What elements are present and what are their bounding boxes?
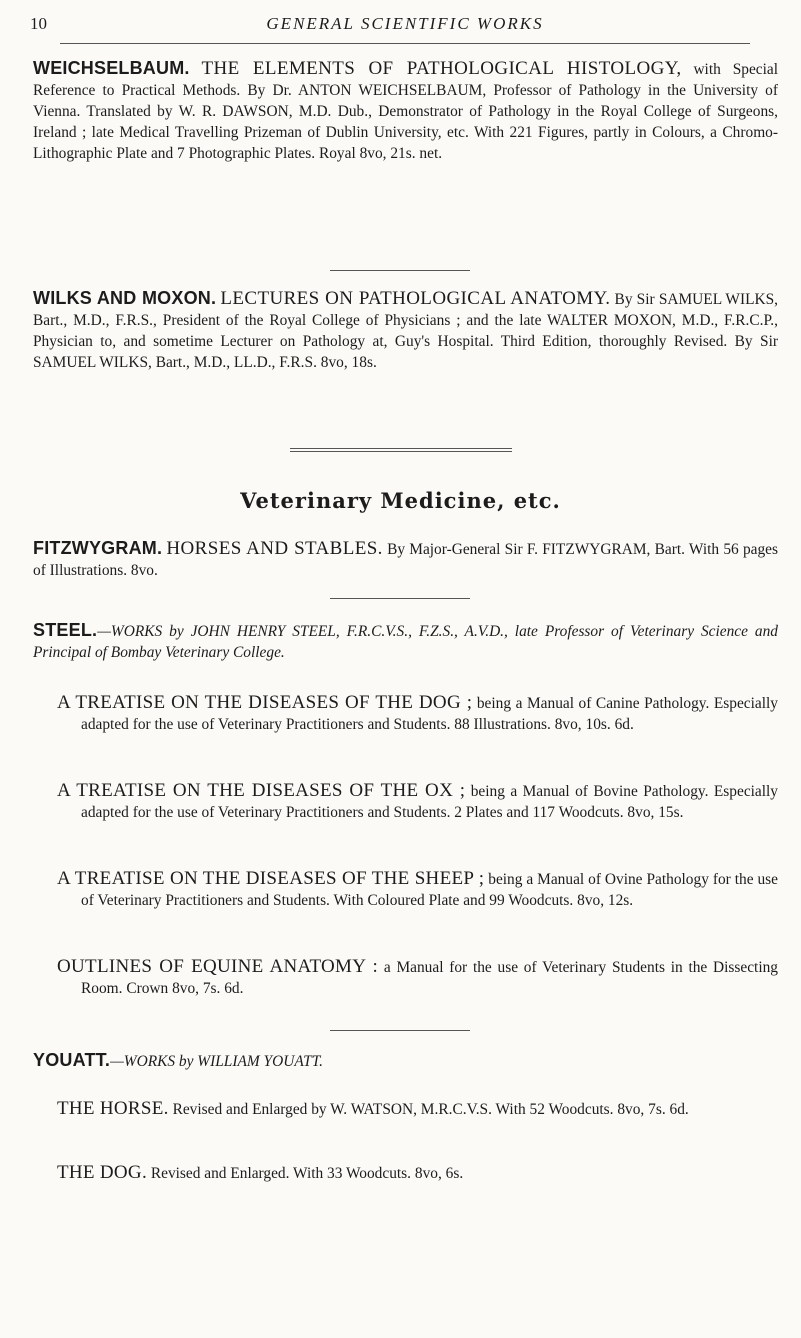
work-item [57, 692, 778, 735]
entry-author: YOUATT. [33, 1050, 111, 1070]
work-item [57, 868, 778, 911]
work-text: being a Manual of Bovine Pathology. Especially adapted for the use of Veterinary Practitioners and Students. 2 Plates and 117 Woodcuts. 8vo, 15s. [81, 783, 779, 821]
entry-steel [33, 620, 778, 663]
entry-wilks [33, 288, 778, 373]
entry-title: HORSES AND STABLES. [166, 538, 383, 559]
work-text: Revised and Enlarged. With 33 Woodcuts. 8vo, 6s. [147, 1165, 464, 1182]
work-title: THE HORSE. [57, 1098, 169, 1119]
separator-rule [330, 598, 470, 599]
entry-text: with Special Reference to Practical Methods. By Dr. ANTON WEICHSELBAUM, Professor of Pathology in the University of Vienna. Translated by W. R. DAWSON, M.D. Dub., Demonstrator of Pathology in the Royal College of Surgeons, Ireland ; late Medical Travelling Prizeman of Dublin University, etc. With 221 Figures, partly in Colours, a Chromo-Lithographic Plate and 7 Photographic Plates. Royal 8vo, 21s. net. [33, 61, 778, 162]
entry-byline: —WORKS by WILLIAM YOUATT. [110, 1053, 323, 1070]
page-number: 10 [30, 14, 47, 33]
entry-byline: —WORKS by JOHN HENRY STEEL, F.R.C.V.S., F.Z.S., A.V.D., late Professor of Veterinary Science and Principal of Bombay Veterinary College. [33, 623, 778, 661]
entry-author: WILKS AND MOXON. [33, 288, 217, 308]
entry-title: THE ELEMENTS OF PATHOLOGICAL HISTOLOGY, [201, 58, 682, 79]
work-title: A TREATISE ON THE DISEASES OF THE OX ; [57, 780, 466, 801]
entry-text: By Major-General Sir F. FITZWYGRAM, Bart. With 56 pages of Illustrations. 8vo. [33, 541, 778, 579]
entry-fitzwygram [33, 538, 778, 581]
separator-rule [330, 270, 470, 271]
double-rule [290, 451, 512, 452]
double-rule [290, 448, 512, 449]
work-title: A TREATISE ON THE DISEASES OF THE SHEEP ; [57, 868, 485, 889]
work-title: THE DOG. [57, 1162, 147, 1183]
section-heading: Veterinary Medicine, etc. [240, 488, 561, 513]
work-item [57, 956, 778, 999]
work-item [57, 1162, 778, 1184]
header-rule [60, 43, 750, 44]
entry-author: STEEL. [33, 620, 98, 640]
work-title: A TREATISE ON THE DISEASES OF THE DOG ; [57, 692, 473, 713]
page-header [30, 14, 780, 40]
running-title: GENERAL SCIENTIFIC WORKS [266, 14, 544, 33]
entry-youatt [33, 1050, 778, 1072]
entry-author: FITZWYGRAM. [33, 538, 163, 558]
work-title: OUTLINES OF EQUINE ANATOMY : [57, 956, 379, 977]
entry-weichselbaum [33, 58, 778, 164]
entry-author: WEICHSELBAUM. [33, 58, 190, 78]
work-text: being a Manual of Canine Pathology. Especially adapted for the use of Veterinary Practitioners and Students. 88 Illustrations. 8vo, 10s. 6d. [81, 695, 778, 733]
entry-title: LECTURES ON PATHOLOGICAL ANATOMY. [220, 288, 611, 309]
entry-text: By Sir SAMUEL WILKS, Bart., M.D., F.R.S., President of the Royal College of Physicians ; and the late WALTER MOXON, M.D., F.R.C.P., Physician to, and sometime Lecturer on Pathology at, Guy's Hospital. Third Edition, thoroughly Revised. By Sir SAMUEL WILKS, Bart., M.D., LL.D., F.R.S. 8vo, 18s. [33, 291, 778, 371]
work-text: Revised and Enlarged by W. WATSON, M.R.C.V.S. With 52 Woodcuts. 8vo, 7s. 6d. [168, 1101, 689, 1118]
work-text: being a Manual of Ovine Pathology for the use of Veterinary Practitioners and Students. With Coloured Plate and 99 Woodcuts. 8vo, 12s. [81, 871, 778, 909]
work-item [57, 780, 778, 823]
work-item [57, 1098, 778, 1120]
work-text: a Manual for the use of Veterinary Students in the Dissecting Room. Crown 8vo, 7s. 6d. [81, 959, 778, 997]
separator-rule [330, 1030, 470, 1031]
